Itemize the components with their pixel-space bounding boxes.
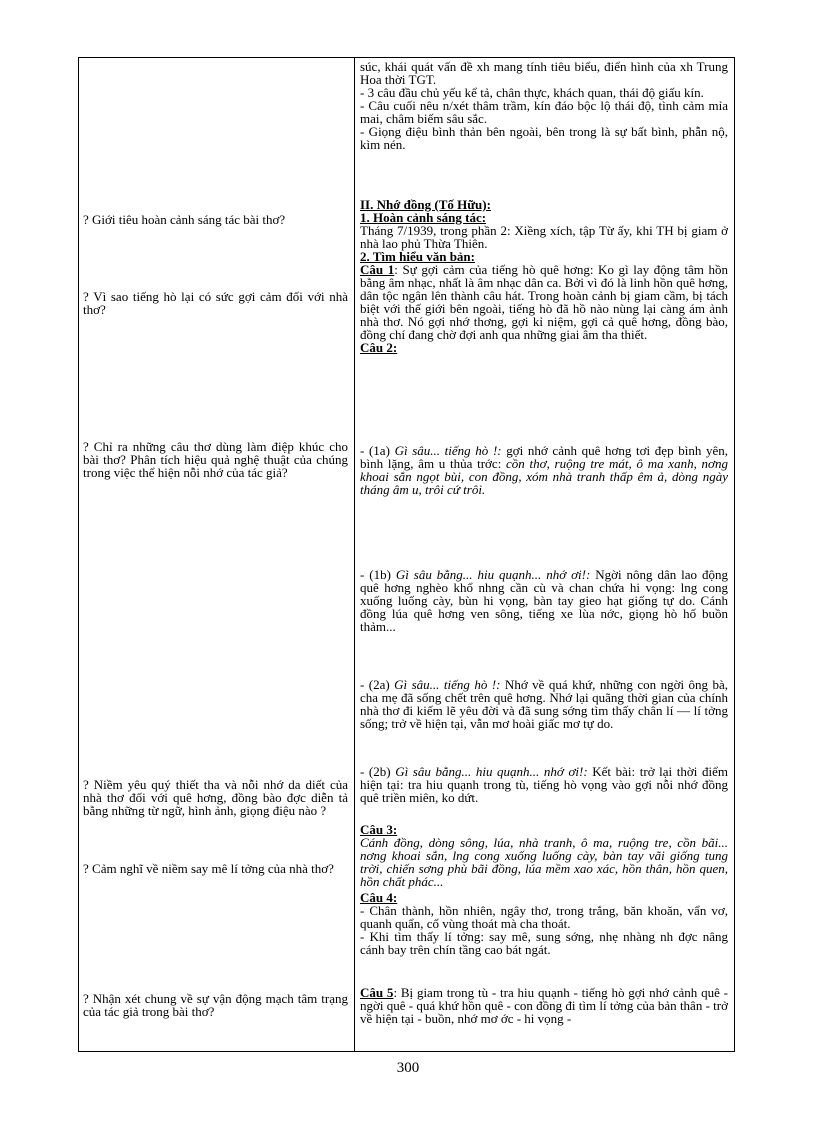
heading-1: 1. Hoàn cảnh sáng tác: <box>360 210 487 225</box>
cau-3-block <box>360 823 728 888</box>
question-6: ? Nhận xét chung về sự vận động mạch tâm trạng của tác giả trong bài thơ? <box>83 991 348 1019</box>
cau-2-part-2a <box>360 678 728 730</box>
part-1b-text: Ngời nông dân lao động quê hơng nghèo khổ nhng cần cù và chan chứa hi vọng: lng cong xuống luống cày, bùn hi vọng, bàn tay gieo hạt giống tự do. Cánh đồng lúa quê hơng ven sông, tiếng xe lùa nớc, giọng hò hố buồn thảm... <box>360 567 728 634</box>
cau-5-label: Câu 5 <box>360 985 394 1000</box>
part-2a-prefix: - (2a) <box>360 677 395 692</box>
part-2b-quote: Gì sâu bằng... hiu quạnh... nhớ ơi!: <box>395 764 588 779</box>
part-2a-quote: Gì sâu... tiếng hò !: <box>394 677 501 692</box>
question-4: ? Niềm yêu quý thiết tha và nỗi nhớ da diết của nhà thơ đối với quê hơng, đồng bào đợc diễn tả bằng những từ ngữ, hình ảnh, giọng điệu nào ? <box>83 777 348 818</box>
top-line-3: - Câu cuối nêu n/xét thâm trầm, kín đáo bộc lộ thái độ, tình cảm mỉa mai, châm biếm sâu sắc. <box>360 98 728 126</box>
part-1a-imagery: cồn thơ, ruộng tre mát, ô ma xanh, nơng khoai sắn ngọt bùi, con đồng, xóm nhà tranh thấp êm ả, dòng ngày tháng âm u, trôi cứ trôi. <box>360 456 728 497</box>
question-5: ? Cảm nghĩ về niềm say mê lí tởng của nhà thơ? <box>83 861 334 876</box>
cau-4-block <box>360 891 728 956</box>
cau-4-text-1: - Chân thành, hồn nhiên, ngây thơ, trong trắng, băn khoăn, vẩn vơ, quanh quẩn, cố vùng thoát mà cha thoát. <box>360 903 728 931</box>
cau-1-label: Câu 1 <box>360 262 395 277</box>
top-continuation <box>360 60 728 151</box>
question-2: ? Vì sao tiếng hò lại có sức gợi cảm đối với nhà thơ? <box>83 289 348 317</box>
section-nho-dong <box>360 198 728 354</box>
cau-3-text: Cánh đồng, dòng sông, lúa, nhà tranh, ô ma, ruộng tre, cồn bãi... nơng khoai sắn, lng cong xuống luống cày, bàn tay vãi giống tung trời, chiến sơng phù bãi đồng, lúa mềm xao xác, hồn thân, hồn quen, hồn chất phác... <box>360 835 728 889</box>
cau-4-text-2: - Khi tìm thấy lí tởng: say mê, sung sớng, nhẹ nhàng nh đợc nâng cánh bay trên chín tầng cao bát ngát. <box>360 929 728 957</box>
column-divider <box>354 58 355 1051</box>
cau-3-label: Câu 3: <box>360 822 398 837</box>
question-3: ? Chỉ ra những câu thơ dùng làm điệp khúc cho bài thơ? Phân tích hiệu quả nghệ thuật của chúng trong việc thể hiện nỗi nhớ của tác giả? <box>83 439 348 480</box>
cau-5-block <box>360 986 728 1025</box>
cau-1-text: : Sự gợi cảm của tiếng hò quê hơng: Ko gì lay động tâm hồn bằng âm nhạc, nhất là âm nhạc dân ca. Bởi vì đó là linh hồn quê hơng, dân tộc ngân lên thành câu hát. Trong hoàn cảnh bị giam cầm, bị tách biệt với thế giới bên ngoài, tiếng hò đã hồ nào nùng lại càng ám ảnh nhà thơ. Nó gợi nhớ thơng, gợi kỉ niệm, gợi cả quê hơng, đồng bào, đồng chí đang chờ đợi anh qua những giai âm tha thiết. <box>360 262 728 342</box>
cau-5-text: : Bị giam trong tù - tra hiu quạnh - tiếng hò gợi nhớ cảnh quê - ngời quê - quá khứ hồn quê - con đồng đi tìm lí tởng của bản thân - trở về hiện tại - buồn, nhớ mơ ớc - hi vọng - <box>360 985 729 1026</box>
part-2b-prefix: - (2b) <box>360 764 396 779</box>
cau-2-part-1a <box>360 444 728 496</box>
part-1b-prefix: - (1b) <box>360 567 396 582</box>
top-line-1: súc, khái quát vấn đề xh mang tính tiêu biểu, điển hình của xh Trung Hoa thời TGT. <box>360 59 728 87</box>
heading-1-text: Tháng 7/1939, trong phần 2: Xiềng xích, tập Từ ấy, khi TH bị giam ở nhà lao phủ Thừa Thiên. <box>360 223 728 251</box>
top-line-4: - Giọng điệu bình thản bên ngoài, bên trong là sự bất bình, phẫn nộ, kìm nén. <box>360 124 728 152</box>
part-1b-quote: Gì sâu bằng... hiu quạnh... nhớ ơi!: <box>395 567 591 582</box>
part-1a-text: gợi nhớ cảnh quê hơng tơi đẹp bình yên, bình lặng, âm u thủa trớc: <box>360 443 729 471</box>
cau-2-part-2b <box>360 765 728 804</box>
question-1: ? Giới tiêu hoàn cảnh sáng tác bài thơ? <box>83 212 286 227</box>
top-line-2: - 3 câu đầu chủ yếu kể tả, chân thực, khách quan, thái độ giấu kín. <box>360 85 704 100</box>
part-1a-quote: Gì sâu... tiếng hò !: <box>394 443 502 458</box>
cau-1 <box>360 263 728 341</box>
part-2a-text: Nhớ về quá khứ, những con ngời ông bà, cha mẹ đã sống chết trên quê hơng. Nhớ lại quãng thời gian của chính nhà thơ đi kiếm lẽ yêu đời và đã sung sớng tìm thấy chân lí — lí tởng sống; trở về hiện tại, vẫn mơ hoài giấc mơ tự do. <box>360 677 728 731</box>
cau-2-label: Câu 2: <box>360 340 398 355</box>
cau-4-label: Câu 4: <box>360 890 398 905</box>
part-2b-text: Kết bài: trở lại thời điểm hiện tại: tra hiu quạnh trong tù, tiếng hò vọng vào gợi nỗi nhớ đồng quê triền miên, ko dứt. <box>360 764 728 805</box>
heading-2: 2. Tìm hiểu văn bản: <box>360 249 475 264</box>
part-1a-prefix: - (1a) <box>360 443 395 458</box>
cau-2-part-1b <box>360 568 728 633</box>
section-title: II. Nhớ đồng (Tố Hữu): <box>360 197 491 212</box>
content-table <box>78 57 735 1052</box>
page-number: 300 <box>396 1060 420 1076</box>
